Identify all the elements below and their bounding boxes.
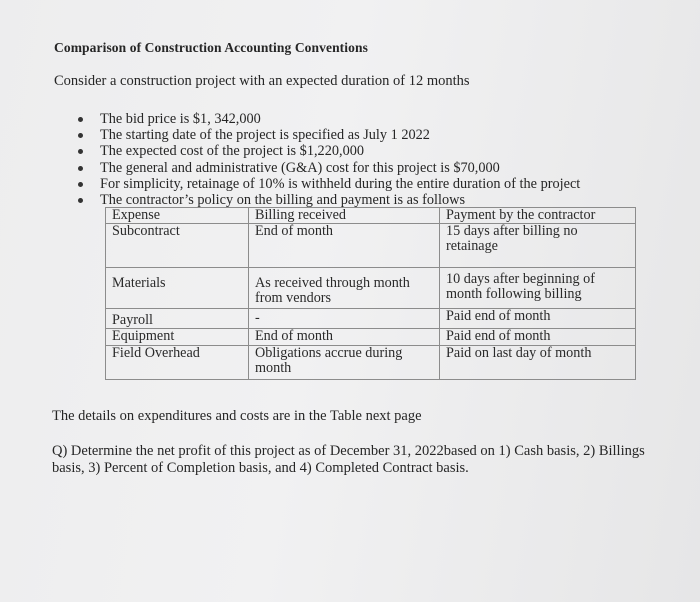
- bullet-item: The starting date of the project is specified as July 1 2022: [78, 127, 580, 143]
- bullet-item: The contractor’s policy on the billing and payment is as follows: [78, 192, 580, 208]
- intro-text: Consider a construction project with an expected duration of 12 months: [54, 73, 470, 89]
- table-cell: -: [249, 309, 440, 329]
- table-cell: Paid on last day of month: [440, 346, 636, 380]
- bullet-list: [78, 111, 580, 208]
- table-cell: As received through month from vendors: [249, 268, 440, 309]
- table-row: [106, 309, 636, 329]
- header-payment: Payment by the contractor: [440, 208, 636, 224]
- header-expense: Expense: [106, 208, 249, 224]
- table-cell: 15 days after billing no retainage: [440, 224, 636, 268]
- table-header-row: [106, 208, 636, 224]
- table-cell: Subcontract: [106, 224, 249, 268]
- table-cell: End of month: [249, 224, 440, 268]
- table-cell: Paid end of month: [440, 309, 636, 329]
- header-billing-received: Billing received: [249, 208, 440, 224]
- table-cell: 10 days after beginning of month following billing: [440, 268, 636, 309]
- table-cell: Payroll: [106, 309, 249, 329]
- question-text: Q) Determine the net profit of this project as of December 31, 2022based on 1) Cash basis, 2) Billings basis, 3) Percent of Completion basis, and 4) Completed Contract basis.: [52, 443, 645, 476]
- bullet-item: The general and administrative (G&A) cost for this project is $70,000: [78, 160, 580, 176]
- table-cell: Obligations accrue during month: [249, 346, 440, 380]
- table-row: [106, 268, 636, 309]
- details-note: The details on expenditures and costs are in the Table next page: [52, 408, 422, 424]
- document-title: Comparison of Construction Accounting Conventions: [54, 40, 368, 55]
- table-row: [106, 329, 636, 346]
- table-cell: Equipment: [106, 329, 249, 346]
- table-row: [106, 346, 636, 380]
- table-cell: Field Overhead: [106, 346, 249, 380]
- billing-policy-table: [105, 207, 636, 380]
- table-cell: End of month: [249, 329, 440, 346]
- bullet-item: The bid price is $1, 342,000: [78, 111, 580, 127]
- bullet-item: For simplicity, retainage of 10% is withheld during the entire duration of the project: [78, 176, 580, 192]
- bullet-item: The expected cost of the project is $1,220,000: [78, 143, 580, 159]
- table-row: [106, 224, 636, 268]
- table-cell: Paid end of month: [440, 329, 636, 346]
- table-cell: Materials: [106, 268, 249, 309]
